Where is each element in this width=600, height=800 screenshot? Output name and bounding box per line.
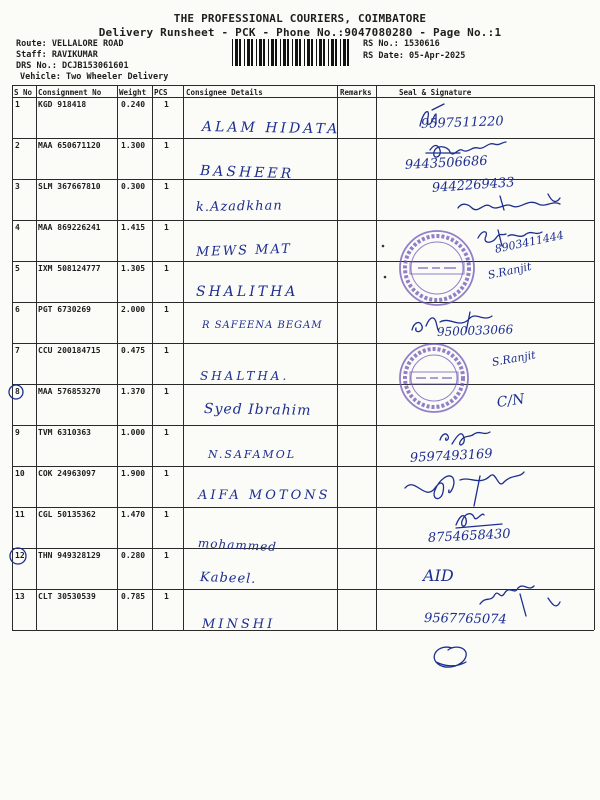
signature-note-handwritten: S.Ranjit bbox=[490, 348, 537, 369]
consignment-no-cell: PGT 6730269 bbox=[38, 305, 91, 314]
pcs-cell: 1 bbox=[164, 510, 169, 519]
barcode-bar bbox=[340, 39, 341, 66]
consignee-name-handwritten: MEWS MAT bbox=[195, 241, 293, 260]
barcode-bar bbox=[328, 39, 329, 66]
sno-cell: 13 bbox=[15, 592, 25, 601]
table-row bbox=[0, 589, 600, 630]
weight-cell: 1.305 bbox=[121, 264, 146, 273]
signature-note-handwritten: 9597511220 bbox=[420, 114, 504, 132]
table-row bbox=[0, 97, 600, 138]
sno-cell: 9 bbox=[15, 428, 20, 437]
pcs-cell: 1 bbox=[164, 346, 169, 355]
barcode-bar bbox=[307, 39, 310, 66]
sno-cell: 3 bbox=[15, 182, 20, 191]
header-weight: Weight bbox=[119, 88, 147, 97]
barcode-bar bbox=[292, 39, 293, 66]
consignment-no-cell: SLM 367667810 bbox=[38, 182, 101, 191]
pcs-cell: 1 bbox=[164, 182, 169, 191]
pcs-cell: 1 bbox=[164, 141, 169, 150]
barcode-bar bbox=[239, 39, 241, 66]
signature-note-handwritten: 9442269433 bbox=[431, 175, 516, 196]
consignment-no-cell: CGL 50135362 bbox=[38, 510, 96, 519]
sno-cell: 12 bbox=[15, 551, 25, 560]
consignment-no-cell: MAA 869226241 bbox=[38, 223, 101, 232]
signature-note-handwritten: 9567765074 bbox=[423, 611, 507, 628]
barcode-bar bbox=[235, 39, 238, 66]
route-info: Route: VELLALORE ROAD bbox=[16, 39, 124, 49]
barcode-bar bbox=[244, 39, 245, 66]
pcs-cell: 1 bbox=[164, 592, 169, 601]
signature-note-handwritten: 8903411444 bbox=[493, 228, 565, 256]
pcs-cell: 1 bbox=[164, 305, 169, 314]
barcode-bar bbox=[311, 39, 313, 66]
barcode-bar bbox=[331, 39, 334, 66]
signature-note-handwritten: 9500033066 bbox=[436, 322, 514, 339]
table-row bbox=[0, 548, 600, 589]
table-row bbox=[0, 175, 600, 220]
consignment-no-cell: TVM 6310363 bbox=[38, 428, 91, 437]
pcs-cell: 1 bbox=[164, 469, 169, 478]
barcode-bar bbox=[335, 39, 337, 66]
consignment-no-cell: CCU 200184715 bbox=[38, 346, 101, 355]
weight-cell: 0.240 bbox=[121, 100, 146, 109]
vehicle-info: Vehicle: Two Wheeler Delivery bbox=[20, 72, 169, 82]
sno-cell: 7 bbox=[15, 346, 20, 355]
header-consignment-no: Consignment No bbox=[38, 88, 102, 97]
pcs-cell: 1 bbox=[164, 428, 169, 437]
consignee-name-handwritten: BASHEER bbox=[199, 163, 295, 183]
barcode-bar bbox=[295, 39, 298, 66]
signature-note-handwritten: S.Ranjit bbox=[486, 259, 533, 282]
consignee-name-handwritten: SHALITHA bbox=[196, 284, 299, 300]
signature-note-handwritten: 8754658430 bbox=[427, 526, 511, 546]
runsheet-title: Delivery Runsheet - PCK - Phone No.:9047080280 - Page No.:1 bbox=[98, 26, 502, 39]
barcode-bar bbox=[232, 39, 233, 66]
sno-cell: 2 bbox=[15, 141, 20, 150]
barcode-bar bbox=[271, 39, 274, 66]
consignee-name-handwritten: R SAFEENA BEGAM bbox=[202, 320, 323, 331]
pcs-cell: 1 bbox=[164, 223, 169, 232]
consignment-no-cell: IXM 508124777 bbox=[38, 264, 101, 273]
signature-note-handwritten: 9443506686 bbox=[404, 153, 488, 173]
drs-number: DRS No.: DCJB153061601 bbox=[16, 61, 129, 71]
barcode-bar bbox=[275, 39, 277, 66]
weight-cell: 0.785 bbox=[121, 592, 146, 601]
barcode-bar bbox=[280, 39, 281, 66]
barcode-bar bbox=[316, 39, 317, 66]
consignee-name-handwritten: N.SAFAMOL bbox=[208, 448, 297, 461]
barcode-bar bbox=[263, 39, 265, 66]
table-row bbox=[0, 261, 600, 302]
barcode-bar bbox=[259, 39, 262, 66]
header-consignee-details: Consignee Details bbox=[186, 88, 263, 97]
header-remarks: Remarks bbox=[340, 88, 372, 97]
barcode-bar bbox=[319, 39, 322, 66]
pcs-cell: 1 bbox=[164, 387, 169, 396]
sno-cell: 4 bbox=[15, 223, 20, 232]
sno-cell: 5 bbox=[15, 264, 20, 273]
consignee-name-handwritten: k.Azadkhan bbox=[195, 198, 283, 215]
consignee-name-handwritten: Kabeel. bbox=[199, 570, 257, 587]
header-sno: S No bbox=[14, 88, 33, 97]
consignment-no-cell: COK 24963097 bbox=[38, 469, 96, 478]
signature-note-handwritten: C/N bbox=[495, 391, 526, 411]
consignee-name-handwritten: ALAM HIDATA bbox=[201, 119, 341, 138]
weight-cell: 2.000 bbox=[121, 305, 146, 314]
weight-cell: 0.280 bbox=[121, 551, 146, 560]
pcs-cell: 1 bbox=[164, 100, 169, 109]
header-seal-signature: Seal & Signature bbox=[399, 88, 472, 97]
consignee-name-handwritten: MINSHI bbox=[202, 617, 276, 632]
weight-cell: 1.300 bbox=[121, 141, 146, 150]
signature-note-handwritten: 9597493169 bbox=[409, 446, 493, 466]
barcode-bar bbox=[247, 39, 250, 66]
sno-cell: 1 bbox=[15, 100, 20, 109]
barcode-bar bbox=[283, 39, 286, 66]
weight-cell: 1.000 bbox=[121, 428, 146, 437]
consignment-no-cell: MAA 576853270 bbox=[38, 387, 101, 396]
consignment-no-cell: THN 949328129 bbox=[38, 551, 101, 560]
weight-cell: 1.370 bbox=[121, 387, 146, 396]
sno-cell: 8 bbox=[15, 387, 20, 396]
barcode-bar bbox=[287, 39, 289, 66]
barcode-bar bbox=[268, 39, 269, 66]
table-row bbox=[0, 343, 600, 384]
pcs-cell: 1 bbox=[164, 264, 169, 273]
barcode-bar bbox=[343, 39, 346, 66]
rs-number: RS No.: 1530616 bbox=[363, 39, 440, 49]
consignment-no-cell: MAA 650671120 bbox=[38, 141, 101, 150]
consignee-name-handwritten: mohammed bbox=[197, 536, 278, 555]
consignee-name-handwritten: AIFA MOTONS bbox=[198, 488, 331, 503]
table-row bbox=[0, 302, 600, 343]
header-pcs: PCS bbox=[154, 88, 168, 97]
signature-note-handwritten: AID bbox=[423, 566, 454, 585]
consignment-no-cell: CLT 30530539 bbox=[38, 592, 96, 601]
consignment-no-cell: KGD 918418 bbox=[38, 100, 87, 109]
company-title: THE PROFESSIONAL COURIERS, COIMBATORE bbox=[173, 12, 427, 25]
pcs-cell: 1 bbox=[164, 551, 169, 560]
weight-cell: 1.470 bbox=[121, 510, 146, 519]
header-rule bbox=[12, 85, 594, 86]
rs-date: RS Date: 05-Apr-2025 bbox=[363, 51, 466, 61]
table-row bbox=[0, 384, 600, 425]
sno-cell: 10 bbox=[15, 469, 25, 478]
table-row bbox=[0, 425, 600, 466]
staff-info: Staff: RAVIKUMAR bbox=[16, 50, 98, 60]
weight-cell: 1.900 bbox=[121, 469, 146, 478]
pen-doodle bbox=[434, 647, 466, 667]
table-row bbox=[0, 220, 600, 261]
weight-cell: 1.415 bbox=[121, 223, 146, 232]
barcode-bar bbox=[251, 39, 253, 66]
sno-cell: 11 bbox=[15, 510, 25, 519]
table-row bbox=[0, 138, 600, 183]
barcode-bar bbox=[347, 39, 349, 66]
consignee-name-handwritten: SHALTHA. bbox=[200, 369, 290, 383]
barcode-bar bbox=[304, 39, 305, 66]
barcode-bar bbox=[299, 39, 301, 66]
row-rule bbox=[12, 630, 594, 631]
table-row bbox=[0, 507, 600, 555]
table-row bbox=[0, 466, 600, 507]
barcode-bar bbox=[323, 39, 325, 66]
weight-cell: 0.300 bbox=[121, 182, 146, 191]
consignee-name-handwritten: Syed Ibrahim bbox=[203, 401, 312, 419]
weight-cell: 0.475 bbox=[121, 346, 146, 355]
sno-cell: 6 bbox=[15, 305, 20, 314]
barcode bbox=[231, 39, 351, 66]
barcode-bar bbox=[256, 39, 257, 66]
